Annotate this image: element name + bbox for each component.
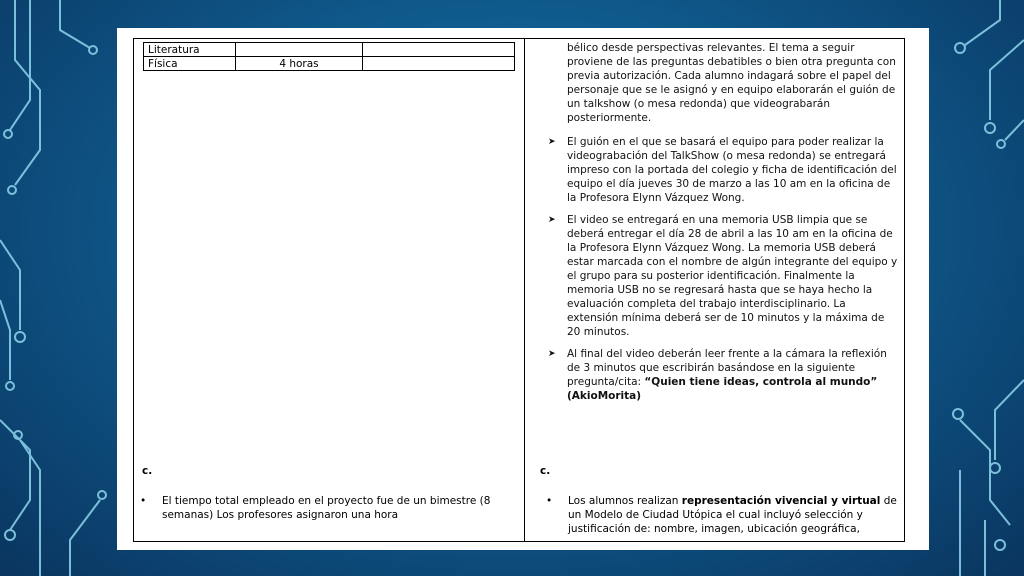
list-item-text: El tiempo total empleado en el proyecto fue de un bimestre (8 semanas) Los profesores asignaron una hora xyxy=(162,495,491,521)
bullet-text-bold: representación vivencial y virtual xyxy=(681,495,881,507)
section-label-right: c. xyxy=(540,465,551,477)
list-item-text xyxy=(568,494,906,536)
document-table xyxy=(133,38,905,542)
bullet-text-post: de un Modelo de Ciudad Utópica el cual incluyó selección y justificación de: nombre, imagen, ubicación geográfica, xyxy=(568,495,897,535)
column-divider xyxy=(524,39,525,541)
document-page xyxy=(117,28,929,550)
quote-text: “Quien tiene ideas, controla al mundo” (AkioMorita) xyxy=(567,376,878,402)
right-column xyxy=(530,41,900,403)
table-cell-subject: Física xyxy=(144,57,236,71)
arrow-bullet-icon: ➤ xyxy=(548,349,556,359)
bullet-text-pre: Los alumnos realizan xyxy=(568,495,682,507)
list-item xyxy=(548,213,900,339)
list-item xyxy=(548,135,900,205)
table-cell-hours: 4 horas xyxy=(236,57,363,71)
table-row xyxy=(144,43,515,57)
list-item-text: El video se entregará en una memoria USB limpia que se deberá entregar el día 28 de abril a las 10 am en la oficina de la Profesora Elynn Vázquez Wong. La memoria USB deberá estar marcada con el nombre de algún integrante del equipo y el grupo para su posterior identificación. Finalmente la memoria USB no se regresará hasta que se haya hecho la evaluación completa del trabajo interdisciplinario. La extensión mínima deberá ser de 10 minutos y la máxima de 20 minutos. xyxy=(567,214,898,338)
list-item xyxy=(548,347,900,403)
list-item xyxy=(546,494,906,536)
list-item xyxy=(140,494,500,522)
table-cell-hours xyxy=(236,43,363,57)
table-row xyxy=(144,57,515,71)
bullet-icon: • xyxy=(546,495,553,507)
intro-paragraph: bélico desde perspectivas relevantes. El tema a seguir proviene de las preguntas debatibles o bien otra pregunta con previa autorización. Cada alumno indagará sobre el papel del personaje que se le asignó y en equipo elaborarán el guión de un talkshow (o mesa redonda) que videograbarán posteriormente. xyxy=(567,42,896,124)
bullet-icon: • xyxy=(140,495,147,507)
section-label-left: c. xyxy=(142,465,153,477)
table-cell-subject: Literatura xyxy=(144,43,236,57)
table-cell-extra xyxy=(363,57,515,71)
table-cell-extra xyxy=(363,43,515,57)
list-item-text: Al final del video deberán leer frente a la cámara la reflexión de 3 minutos que escribirán basándose en la siguiente pregunta/cita: xyxy=(567,348,887,388)
list-item-text: El guión en el que se basará el equipo para poder realizar la videograbación del TalkShow (o mesa redonda) se entregará impreso con la portada del colegio y ficha de identificación del equipo el día jueves 30 de marzo a las 10 am en la oficina de la Profesora Elynn Vázquez Wong. xyxy=(567,136,897,204)
arrow-bullet-icon: ➤ xyxy=(548,137,556,147)
subjects-table xyxy=(143,42,515,71)
arrow-bullet-icon: ➤ xyxy=(548,215,556,225)
